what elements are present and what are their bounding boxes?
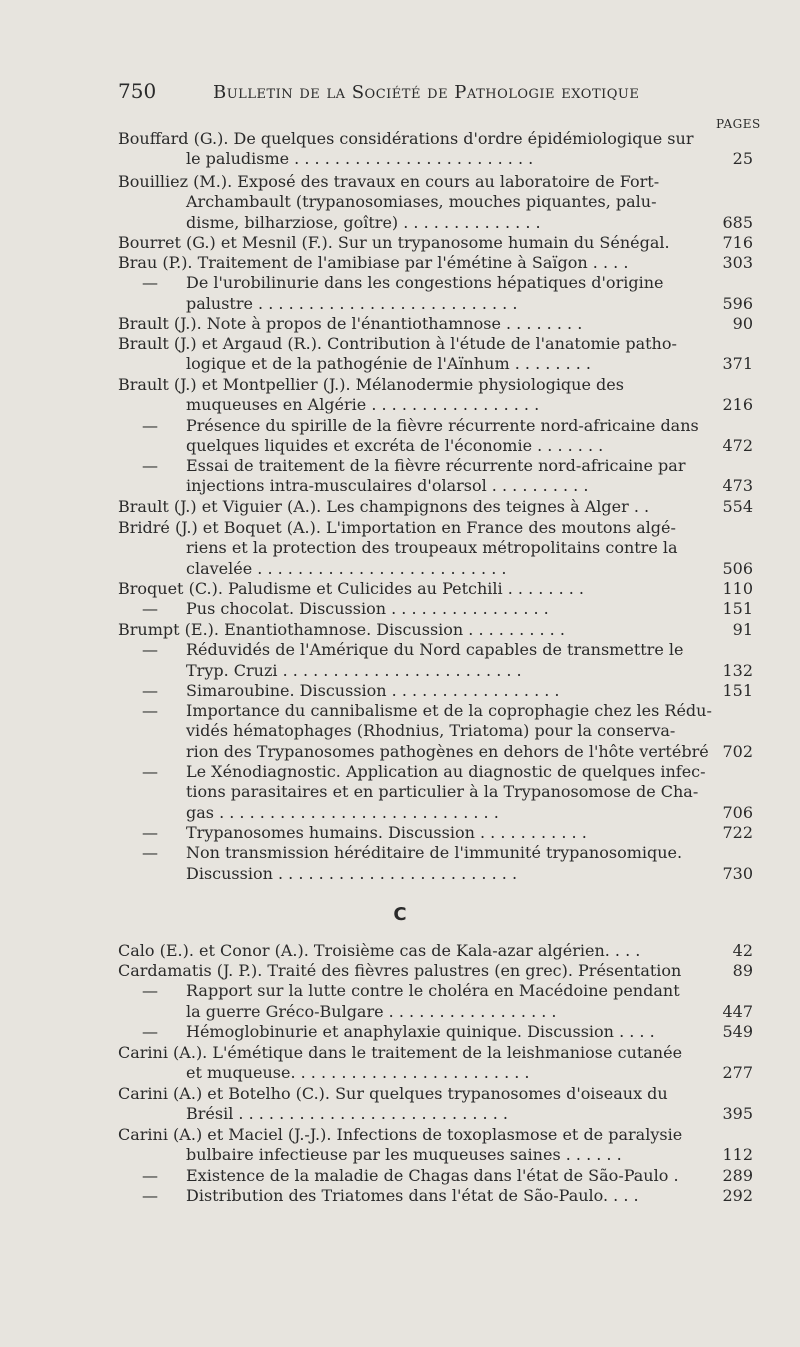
page-ref: 42 (732, 941, 753, 960)
ditto-dash: — (142, 701, 158, 721)
entry-line (0, 1145, 800, 1165)
entry-text: Brault (J.). Note à propos de l'énantiothamnose . . . . . . . . (118, 314, 583, 333)
entry-text: Tryp. Cruzi . . . . . . . . . . . . . . . . . . . . . . . . (186, 660, 522, 680)
entry-text: Bourret (G.) et Mesnil (F.). Sur un trypanosome humain du Sénégal. (118, 233, 670, 252)
entry-text: bulbaire infectieuse par les muqueuses saines . . . . . . (186, 1145, 622, 1165)
entry-text: Brault (J.) et Argaud (R.). Contribution à l'étude de l'anatomie patho- (118, 334, 677, 353)
page-ref: 112 (722, 1145, 753, 1165)
entry-text: tions parasitaires et en particulier à la Trypanosomose de Cha- (186, 782, 699, 802)
entry-text: Non transmission héréditaire de l'immunité trypanosomique. (186, 843, 683, 863)
page-ref: 473 (722, 476, 753, 496)
entry-text: vidés hématophages (Rhodnius, Triatoma) pour la conserva- (186, 721, 676, 741)
entry-line (0, 803, 800, 823)
ditto-dash: — (142, 415, 158, 435)
page-ref: 506 (722, 558, 753, 578)
entry-text: Brault (J.) et Montpellier (J.). Mélanodermie physiologique des (118, 375, 624, 394)
ditto-dash: — (142, 762, 158, 782)
entry-text: Hémoglobinurie et anaphylaxie quinique. Discussion . . . . (186, 1021, 655, 1041)
entry-line (0, 436, 800, 456)
entry-line (0, 518, 800, 538)
page-ref: 596 (722, 293, 753, 313)
index-entry (0, 375, 800, 497)
index-entry (0, 172, 800, 233)
entry-line (0, 172, 800, 192)
entry-line (0, 314, 800, 334)
entry-line (0, 253, 800, 273)
page-ref: 371 (722, 354, 753, 374)
entry-line (0, 941, 800, 961)
entry-text: Le Xénodiagnostic. Application au diagnostic de quelques infec- (186, 762, 706, 782)
entry-text: et muqueuse. . . . . . . . . . . . . . . . . . . . . . . . (186, 1063, 530, 1083)
entry-text: Bouffard (G.). De quelques considérations d'ordre épidémiologique sur (118, 129, 694, 148)
entry-line (0, 559, 800, 579)
entry-line (0, 864, 800, 884)
page-ref: 289 (722, 1165, 753, 1185)
entry-line (0, 1022, 800, 1042)
entry-line (0, 213, 800, 233)
page-ref: 395 (722, 1104, 753, 1124)
ditto-dash: — (142, 273, 158, 293)
ditto-dash: — (142, 456, 158, 476)
entry-line (0, 1063, 800, 1083)
pages-column-heading: PAGES (716, 117, 761, 131)
entry-line (0, 1186, 800, 1206)
page-ref: 722 (722, 822, 753, 842)
entry-line (0, 961, 800, 981)
index-entry (0, 579, 800, 620)
entry-line (0, 701, 800, 721)
entry-text: clavelée . . . . . . . . . . . . . . . . . . . . . . . . . (186, 558, 507, 578)
ditto-dash: — (142, 1165, 158, 1185)
index-entry (0, 253, 800, 314)
entry-line (0, 1043, 800, 1063)
page-ref: 472 (722, 435, 753, 455)
entry-text: Carini (A.) et Maciel (J.-J.). Infections de toxoplasmose et de paralysie (118, 1125, 683, 1144)
entry-text: logique et de la pathogénie de l'Aïnhum . . . . . . . . (186, 354, 592, 374)
entry-line (0, 1166, 800, 1186)
index-entry (0, 334, 800, 375)
entry-line (0, 497, 800, 517)
index-entry (0, 233, 800, 253)
index-entry (0, 1125, 800, 1206)
entry-text: muqueuses en Algérie . . . . . . . . . . . . . . . . . (186, 395, 540, 415)
entry-line (0, 456, 800, 476)
entry-line (0, 1002, 800, 1022)
ditto-dash: — (142, 843, 158, 863)
entry-text: Brau (P.). Traitement de l'amibiase par l'émétine à Saïgon . . . . (118, 253, 629, 272)
entry-text: rion des Trypanosomes pathogènes en dehors de l'hôte vertébré (186, 741, 709, 761)
entry-text: Carini (A.) et Botelho (C.). Sur quelques trypanosomes d'oiseaux du (118, 1084, 668, 1103)
page-ref: 685 (722, 212, 753, 232)
entry-text: Carini (A.). L'émétique dans le traitement de la leishmaniose cutanée (118, 1043, 683, 1062)
index-entry (0, 1084, 800, 1125)
index-entry (0, 620, 800, 884)
page-ref: 90 (732, 314, 753, 333)
entry-line (0, 721, 800, 741)
entry-line (0, 294, 800, 314)
entry-text: quelques liquides et excréta de l'économie . . . . . . . (186, 435, 604, 455)
entry-text: Calo (E.). et Conor (A.). Troisième cas de Kala-azar algérien. . . . (118, 941, 641, 960)
entry-line (0, 476, 800, 496)
index-entry (0, 497, 800, 517)
page-ref: 706 (722, 802, 753, 822)
ditto-dash: — (142, 640, 158, 660)
entry-text: Présence du spirille de la fièvre récurrente nord-africaine dans (186, 415, 699, 435)
page-ref: 91 (732, 620, 753, 639)
entry-line (0, 620, 800, 640)
entry-text: Importance du cannibalisme et de la coprophagie chez les Rédu- (186, 701, 712, 721)
entry-line (0, 661, 800, 681)
entry-line (0, 681, 800, 701)
entry-line (0, 823, 800, 843)
entry-line (0, 149, 800, 169)
entry-line (0, 579, 800, 599)
index-entry (0, 518, 800, 579)
entry-text: Simaroubine. Discussion . . . . . . . . . . . . . . . . . (186, 680, 560, 700)
entry-line (0, 843, 800, 863)
entry-line (0, 416, 800, 436)
entry-text: Cardamatis (J. P.). Traité des fièvres palustres (en grec). Présentation (118, 961, 682, 980)
page-ref: 110 (722, 579, 753, 598)
entry-text: Bouilliez (M.). Exposé des travaux en cours au laboratoire de Fort- (118, 172, 660, 191)
entry-line (0, 538, 800, 558)
entry-text: palustre . . . . . . . . . . . . . . . . . . . . . . . . . . (186, 293, 518, 313)
index-entry (0, 314, 800, 334)
entry-line (0, 1125, 800, 1145)
index-entry (0, 129, 800, 170)
entry-text: De l'urobilinurie dans les congestions hépatiques d'origine (186, 273, 664, 293)
entry-text: Archambault (trypanosomiases, mouches piquantes, palu- (186, 192, 657, 212)
entry-line (0, 1104, 800, 1124)
page-ref: 447 (722, 1001, 753, 1021)
entry-text: disme, bilharziose, goître) . . . . . . . . . . . . . . (186, 212, 541, 232)
page-ref: 292 (722, 1185, 753, 1205)
page-ref: 730 (722, 863, 753, 883)
page-number: 750 (118, 79, 157, 103)
page-ref: 132 (722, 660, 753, 680)
page-ref: 216 (722, 395, 753, 415)
entry-line (0, 1084, 800, 1104)
entry-line (0, 599, 800, 619)
entry-text: Bridré (J.) et Boquet (A.). L'importation en France des moutons algé- (118, 518, 676, 537)
page-ref: 151 (722, 680, 753, 700)
page-ref: 702 (722, 741, 753, 761)
entry-line (0, 233, 800, 253)
page-ref: 277 (722, 1063, 753, 1083)
entry-text: Brumpt (E.). Enantiothamnose. Discussion . . . . . . . . . . (118, 620, 565, 639)
entry-text: riens et la protection des troupeaux métropolitains contre la (186, 538, 678, 558)
entry-line (0, 762, 800, 782)
entry-text: Réduvidés de l'Amérique du Nord capables de transmettre le (186, 640, 684, 660)
index-entry (0, 941, 800, 961)
page-ref: 151 (722, 599, 753, 619)
entry-text: Existence de la maladie de Chagas dans l'état de São-Paulo . (186, 1165, 679, 1185)
page-ref: 303 (722, 253, 753, 272)
entry-line (0, 742, 800, 762)
entry-line (0, 782, 800, 802)
ditto-dash: — (142, 1021, 158, 1041)
entry-text: Distribution des Triatomes dans l'état de São-Paulo. . . . (186, 1185, 639, 1205)
entry-line (0, 981, 800, 1001)
ditto-dash: — (142, 822, 158, 842)
entry-text: Brault (J.) et Viguier (A.). Les champignons des teignes à Alger . . (118, 497, 650, 516)
ditto-dash: — (142, 599, 158, 619)
ditto-dash: — (142, 1185, 158, 1205)
entry-text: le paludisme . . . . . . . . . . . . . . . . . . . . . . . . (186, 149, 534, 169)
entry-line (0, 354, 800, 374)
page-ref: 549 (722, 1021, 753, 1041)
entry-text: Essai de traitement de la fièvre récurrente nord-africaine par (186, 456, 686, 476)
entry-text: Pus chocolat. Discussion . . . . . . . . . . . . . . . . (186, 599, 549, 619)
entry-text: Rapport sur la lutte contre le choléra en Macédoine pendant (186, 981, 680, 1001)
section-letter: C (393, 904, 407, 925)
entry-line (0, 640, 800, 660)
ditto-dash: — (142, 680, 158, 700)
ditto-dash: — (142, 981, 158, 1001)
entry-line (0, 273, 800, 293)
entry-line (0, 129, 800, 149)
entry-line (0, 192, 800, 212)
entry-text: injections intra-musculaires d'olarsol . . . . . . . . . . (186, 476, 589, 496)
entry-line (0, 375, 800, 395)
entry-text: gas . . . . . . . . . . . . . . . . . . . . . . . . . . . . (186, 802, 499, 822)
entry-text: la guerre Gréco-Bulgare . . . . . . . . . . . . . . . . . (186, 1001, 557, 1021)
entry-text: Discussion . . . . . . . . . . . . . . . . . . . . . . . . (186, 863, 518, 883)
page-ref: 716 (722, 233, 753, 252)
running-title: Bulletin de la Société de Pathologie exotique (213, 82, 640, 103)
index-entry (0, 961, 800, 1042)
entry-line (0, 395, 800, 415)
index-entry (0, 1043, 800, 1084)
page-ref: 554 (722, 497, 753, 516)
entry-text: Broquet (C.). Paludisme et Culicides au Petchili . . . . . . . . (118, 579, 585, 598)
entry-text: Trypanosomes humains. Discussion . . . . . . . . . . . (186, 822, 587, 842)
page-ref: 89 (732, 961, 753, 980)
entry-text: Brésil . . . . . . . . . . . . . . . . . . . . . . . . . . . (186, 1104, 508, 1124)
page-ref: 25 (732, 149, 753, 169)
entry-line (0, 334, 800, 354)
